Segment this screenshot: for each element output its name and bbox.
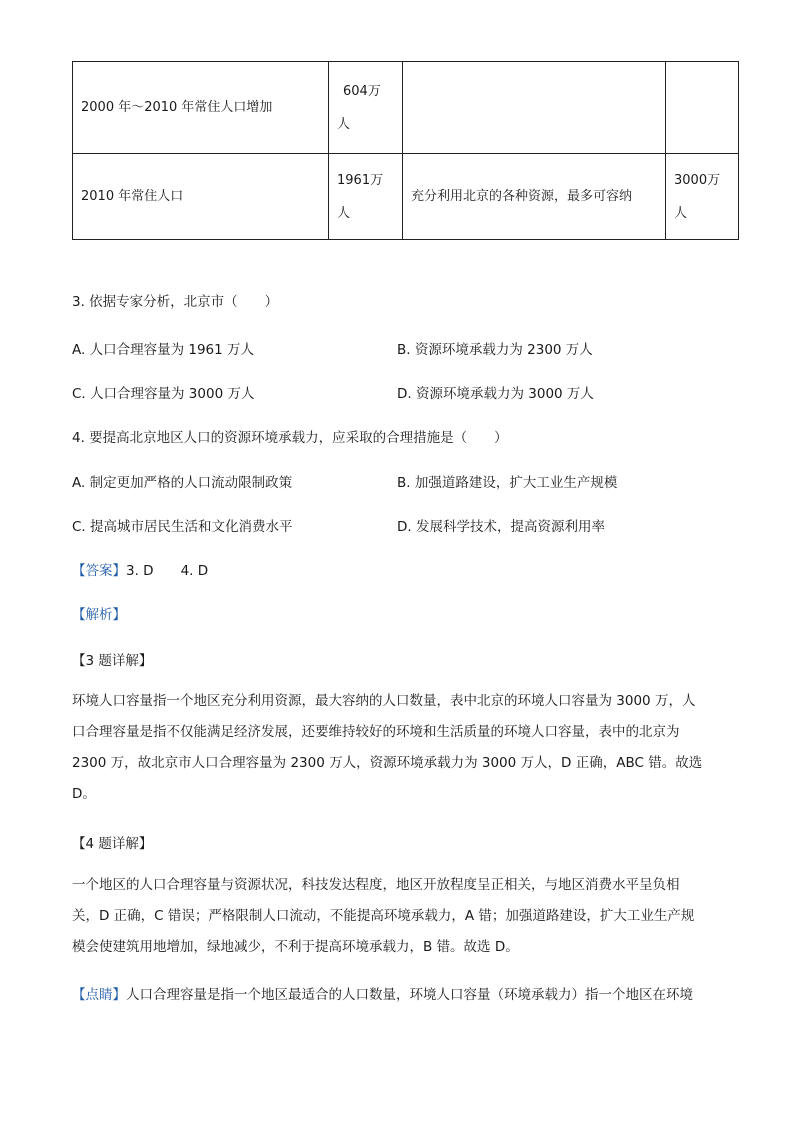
paragraph-line: 模会使建筑用地增加，绿地减少，不利于提高环境承载力，B 错。故选 D。 [72, 939, 519, 955]
row-description: 充分利用北京的各种资源，最多可容纳 [403, 154, 666, 240]
row-value [329, 62, 403, 154]
tip-text: 人口合理容量是指一个地区最适合的人口数量，环境人口容量（环境承载力）指一个地区在环境 [126, 987, 693, 1003]
value-number: 1961万 [337, 172, 384, 188]
paragraph-line: 口合理容量是指不仅能满足经济发展，还要维持较好的环境和生活质量的环境人口容量，表中的北京为 [72, 724, 680, 740]
row-label: 2010 年常住人口 [73, 154, 329, 240]
row-capacity [666, 62, 739, 154]
paragraph-line: 2300 万，故北京市人口合理容量为 2300 万人，资源环境承载力为 3000 万人，D 正确，ABC 错。故选 [72, 755, 703, 771]
question-3-stem: 3. 依据专家分析，北京市（ ） [72, 294, 279, 310]
q3-option-a: A. 人口合理容量为 1961 万人 [72, 342, 255, 358]
capacity-number: 3000万 [674, 172, 721, 188]
q4-option-d: D. 发展科学技术，提高资源利用率 [397, 519, 605, 535]
table-row [73, 154, 739, 240]
q3-option-b: B. 资源环境承载力为 2300 万人 [397, 342, 593, 358]
detail-4-paragraph [72, 870, 722, 963]
population-table [72, 61, 739, 240]
paragraph-line: 一个地区的人口合理容量与资源状况，科技发达程度，地区开放程度呈正相关，与地区消费水平呈负相 [72, 877, 680, 893]
row-capacity [666, 154, 739, 240]
row-value [329, 154, 403, 240]
paragraph-line: 环境人口容量指一个地区充分利用资源，最大容纳的人口数量，表中北京的环境人口容量为 3000 万，人 [72, 693, 696, 709]
question-4-stem: 4. 要提高北京地区人口的资源环境承载力，应采取的合理措施是（ ） [72, 430, 508, 446]
value-unit: 人 [337, 116, 351, 132]
q3-option-d: D. 资源环境承载力为 3000 万人 [397, 386, 594, 402]
q4-option-b: B. 加强道路建设，扩大工业生产规模 [397, 475, 618, 491]
row-description [403, 62, 666, 154]
detail-4-title: 【4 题详解】 [72, 836, 153, 852]
q4-option-c: C. 提高城市居民生活和文化消费水平 [72, 519, 293, 535]
answer-tag: 【答案】 [72, 563, 126, 579]
tip-tag: 【点睛】 [72, 987, 126, 1003]
value-unit: 人 [337, 205, 351, 221]
detail-3-paragraph [72, 686, 722, 810]
analysis-tag: 【解析】 [72, 607, 126, 623]
table-row [73, 62, 739, 154]
tip-line [72, 983, 693, 1003]
paragraph-line: 关，D 正确，C 错误；严格限制人口流动，不能提高环境承载力，A 错；加强道路建设，扩大工业生产规 [72, 908, 695, 924]
paragraph-line: D。 [72, 786, 96, 802]
q4-option-a: A. 制定更加严格的人口流动限制政策 [72, 475, 293, 491]
answer-line [72, 559, 208, 579]
answer-text: 3. D 4. D [126, 563, 209, 579]
value-number: 604万 [343, 83, 381, 99]
detail-3-title: 【3 题详解】 [72, 653, 153, 669]
row-label: 2000 年～2010 年常住人口增加 [73, 62, 329, 154]
q3-option-c: C. 人口合理容量为 3000 万人 [72, 386, 255, 402]
capacity-unit: 人 [674, 205, 688, 221]
